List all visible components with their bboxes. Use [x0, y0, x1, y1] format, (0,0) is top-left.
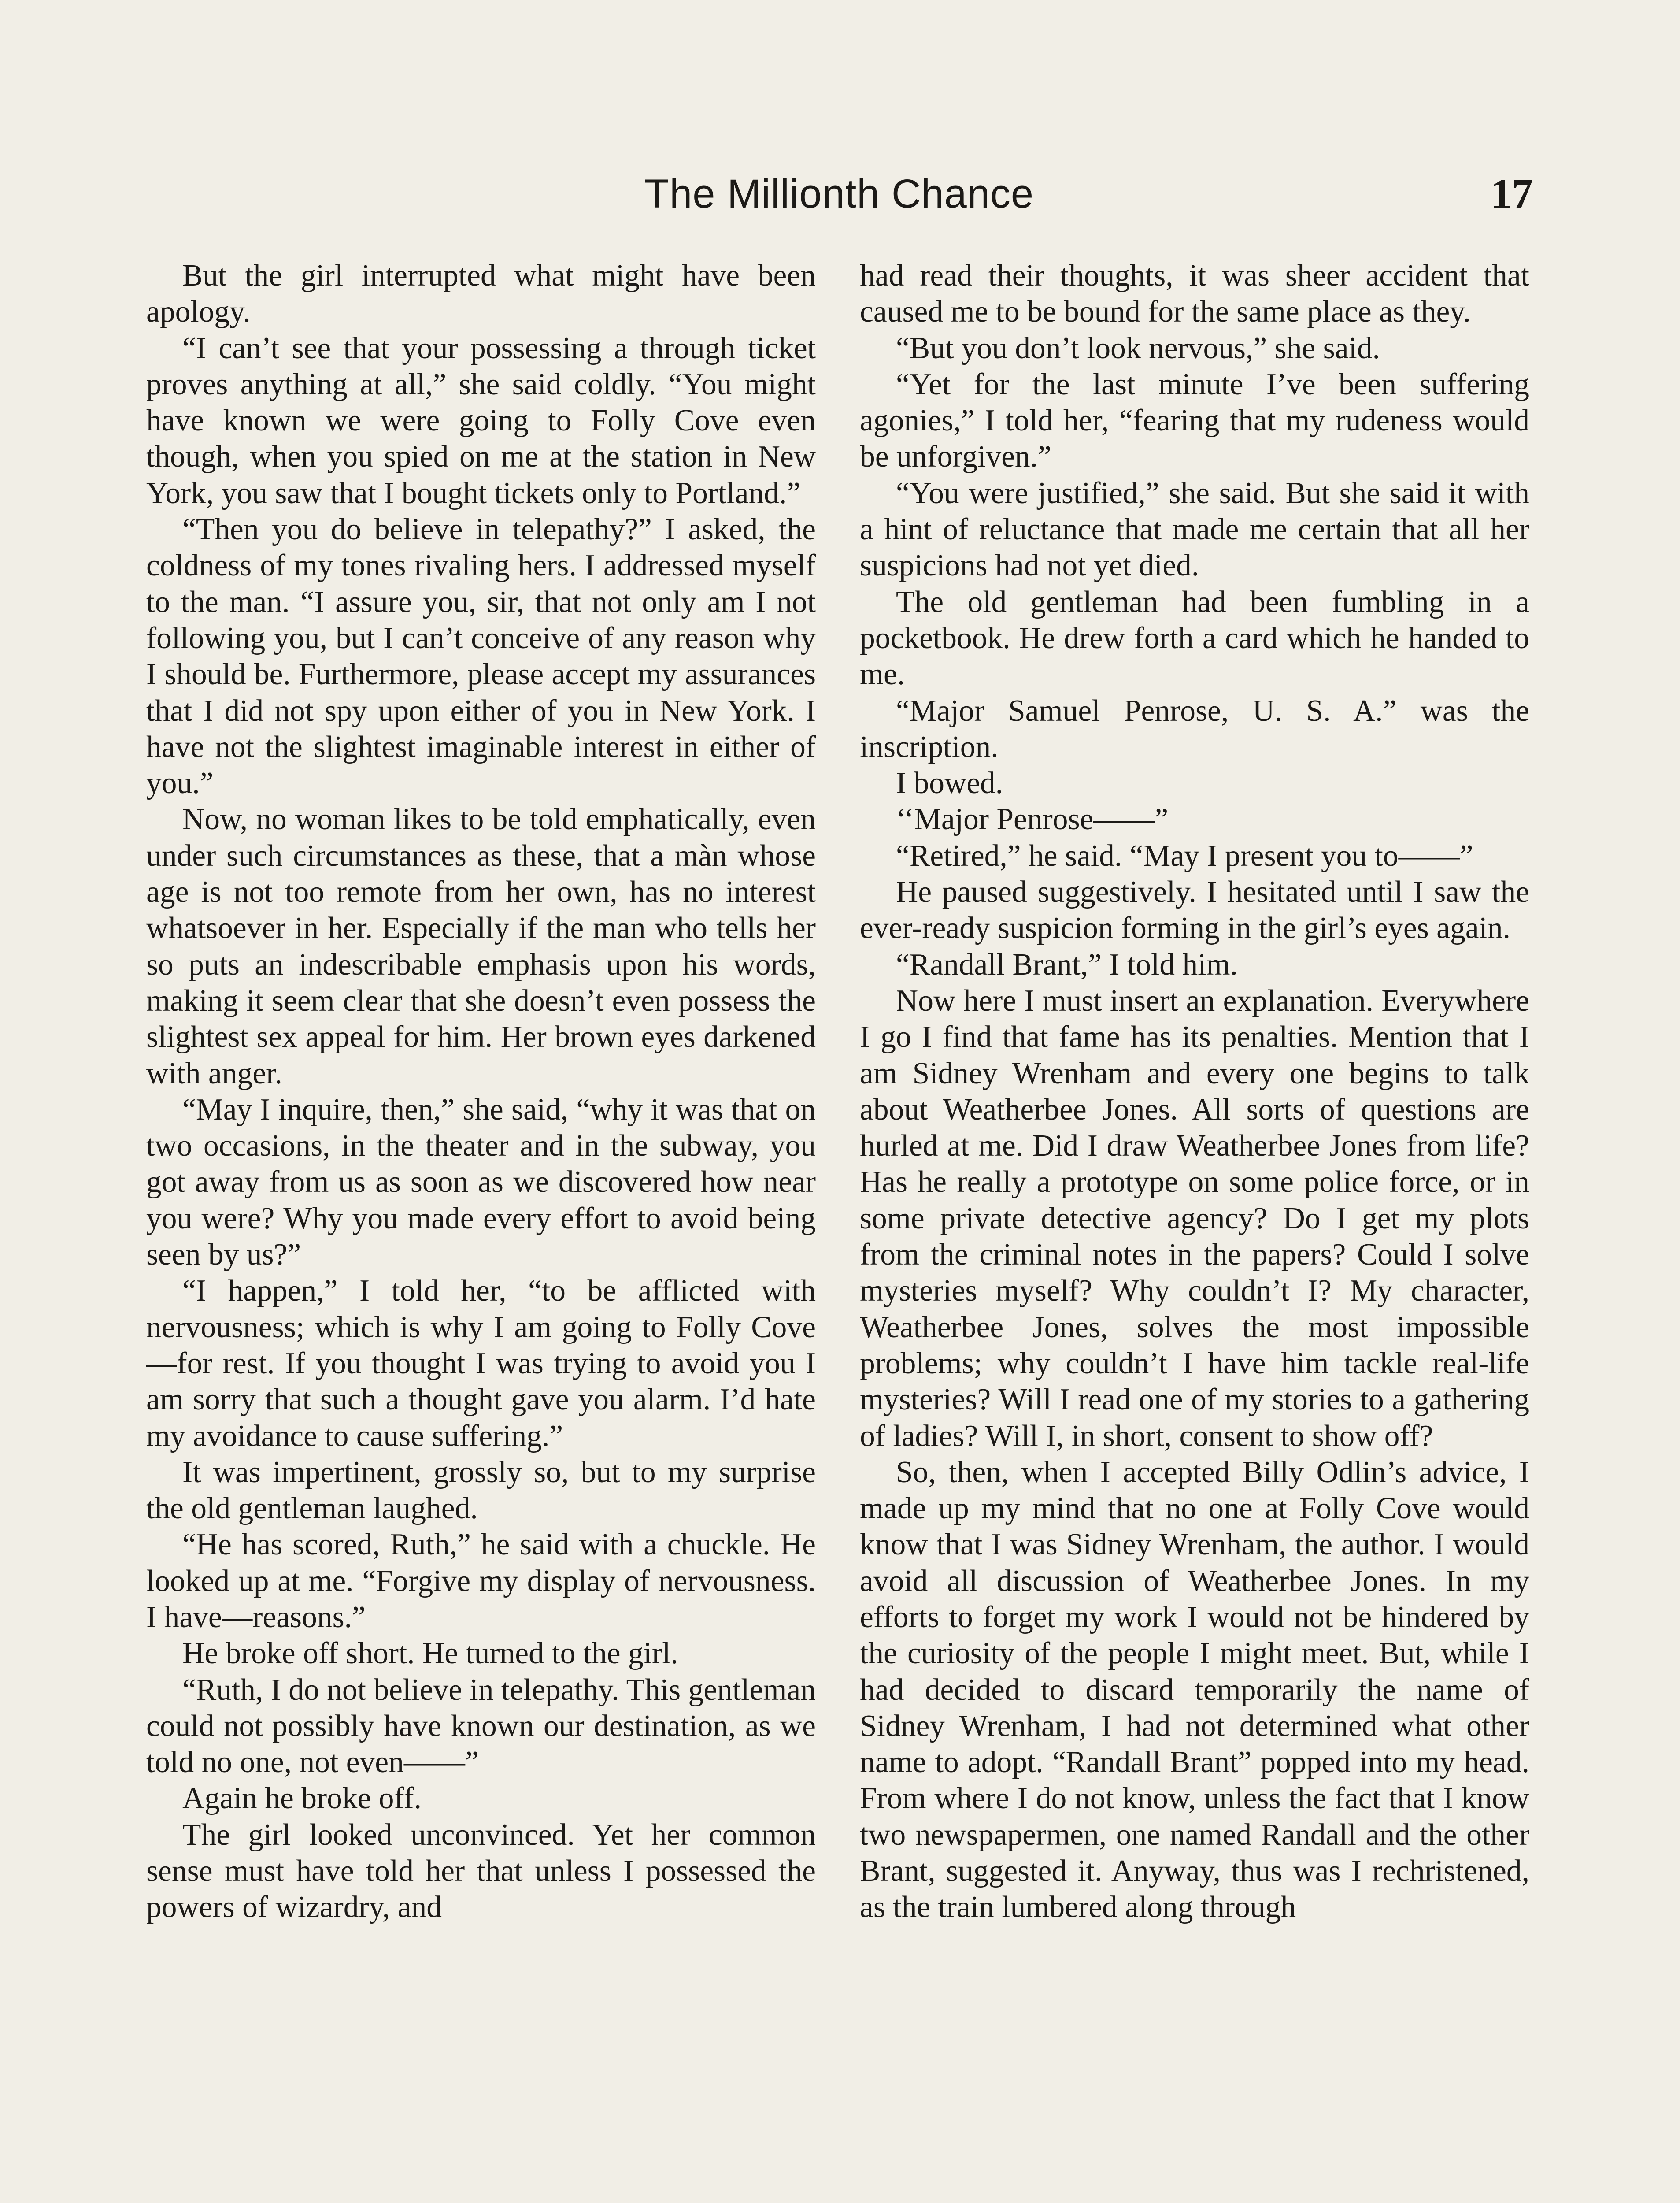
- paragraph: “May I inquire, then,” she said, “why it was that on two occasions, in the theater and in the subway, you got away from us as soon as we discovered how near you were? Why you made every effort to avoid being seen by us?”: [146, 1092, 816, 1272]
- paragraph: Now, no woman likes to be told emphatically, even under such circumstances as these, that a màn whose age is not too remote from her own, has no interest whatsoever in her. Especially if the man who tells her so puts an indescribable emphasis upon his words, making it seem clear that she doesn’t even possess the slightest sex appeal for him. Her brown eyes darkened with anger.: [146, 802, 816, 1090]
- text-column-left: [146, 258, 816, 1926]
- paragraph: “He has scored, Ruth,” he said with a chuckle. He looked up at me. “Forgive my display of nervousness. I have—reasons.”: [146, 1528, 816, 1634]
- paragraph: “Major Samuel Penrose, U. S. A.” was the inscription.: [860, 694, 1529, 764]
- paragraph: The old gentleman had been fumbling in a pocketbook. He drew forth a card which he handed to me.: [860, 585, 1529, 692]
- paragraph: “Ruth, I do not believe in telepathy. This gentleman could not possibly have known our destination, as we told no one, not even——”: [146, 1673, 816, 1780]
- paragraph: The girl looked unconvinced. Yet her common sense must have told her that unless I possessed the powers of wizardry, and: [146, 1817, 816, 1925]
- paragraph: “You were justified,” she said. But she said it with a hint of reluctance that made me certain that all her suspicions had not yet died.: [860, 476, 1529, 583]
- paragraph: So, then, when I accepted Billy Odlin’s advice, I made up my mind that no one at Folly Cove would know that I was Sidney Wrenham, the author. I would avoid all discussion of Weatherbee Jones. In my efforts to forget my work I would not be hindered by the curiosity of the people I might meet. But, while I had decided to discard temporarily the name of Sidney Wrenham, I had not determined what other name to adopt. “Randall Brant” popped into my head. From where I do not know, unless the fact that I know two newspapermen, one named Randall and the other Brant, suggested it. Anyway, thus was I rechristened, as the train lumbered along through: [860, 1455, 1529, 1925]
- paragraph: He paused suggestively. I hesitated until I saw the ever-ready suspicion forming in the girl’s eyes again.: [860, 875, 1529, 946]
- paragraph: Now here I must insert an explanation. Everywhere I go I find that fame has its penalties. Mention that I am Sidney Wrenham and every one begins to talk about Weatherbee Jones. All sorts of questions are hurled at me. Did I draw Weatherbee Jones from life? Has he really a prototype on some police force, or in some private detective agency? Do I get my plots from the criminal notes in the papers? Could I solve mysteries myself? Why couldn’t I? My character, Weatherbee Jones, solves the most impossible problems; why couldn’t I have him tackle real-life mysteries? Will I read one of my stories to a gathering of ladies? Will I, in short, consent to show off?: [860, 983, 1529, 1453]
- paragraph: “Retired,” he said. “May I present you to——”: [896, 838, 1473, 873]
- paragraph: He broke off short. He turned to the girl.: [182, 1636, 678, 1671]
- paragraph: “Yet for the last minute I’ve been suffering agonies,” I told her, “fearing that my rudeness would be unforgiven.”: [860, 367, 1529, 474]
- paragraph: had read their thoughts, it was sheer accident that caused me to be bound for the same place as they.: [860, 259, 1529, 329]
- paragraph: “Then you do believe in telepathy?” I asked, the coldness of my tones rivaling hers. I addressed myself to the man. “I assure you, sir, that not only am I not following you, but I can’t conceive of any reason why I should be. Furthermore, please accept my assurances that I did not spy upon either of you in New York. I have not the slightest imaginable interest in either of you.”: [146, 512, 816, 801]
- paragraph: “I happen,” I told her, “to be afflicted with nervousness; which is why I am going to Folly Cove—for rest. If you thought I was trying to avoid you I am sorry that such a thought gave you alarm. I’d hate my avoidance to cause suffering.”: [146, 1274, 816, 1453]
- paragraph: “I can’t see that your possessing a through ticket proves anything at all,” she said coldly. “You might have known we were going to Folly Cove even though, when you spied on me at the station in New York, you saw that I bought tickets only to Portland.”: [146, 331, 816, 510]
- paragraph: “Randall Brant,” I told him.: [896, 947, 1238, 982]
- running-header: [145, 167, 1533, 229]
- text-column-right: [860, 258, 1529, 1926]
- page-title: The Millionth Chance: [644, 171, 1034, 216]
- paragraph: But the girl interrupted what might have been apology.: [146, 259, 816, 329]
- paragraph: ‘‘Major Penrose——”: [896, 802, 1169, 837]
- paragraph: It was impertinent, grossly so, but to my surprise the old gentleman laughed.: [146, 1455, 816, 1526]
- paragraph: “But you don’t look nervous,” she said.: [896, 331, 1380, 365]
- page-number: 17: [1491, 170, 1533, 217]
- paragraph: I bowed.: [896, 766, 1003, 801]
- paragraph: Again he broke off.: [182, 1781, 422, 1816]
